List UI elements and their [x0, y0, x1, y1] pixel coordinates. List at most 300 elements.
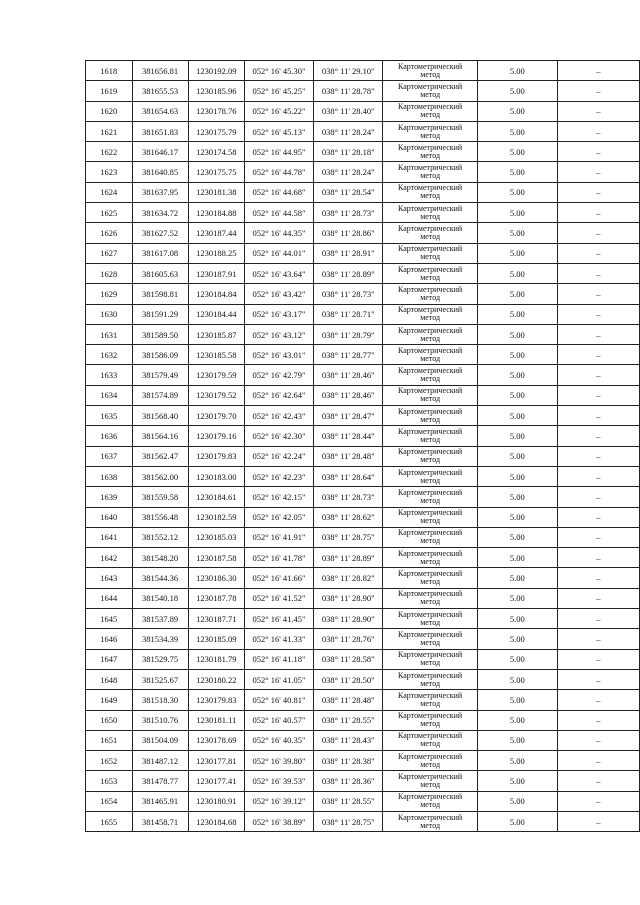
- latitude-cell: 052° 16' 44.68": [244, 182, 313, 202]
- accuracy-cell: 5.00: [477, 182, 557, 202]
- method-cell: [383, 507, 478, 527]
- method-cell: [383, 304, 478, 324]
- method-line-1: Картометрический: [398, 751, 463, 761]
- latitude-cell: 052° 16' 39.12": [244, 791, 313, 811]
- accuracy-cell: 5.00: [477, 507, 557, 527]
- method-cell: [383, 730, 478, 750]
- note-cell: –: [557, 203, 639, 223]
- coordinates-table: [85, 60, 640, 832]
- note-cell: –: [557, 446, 639, 466]
- table-row: [86, 791, 640, 811]
- table-row: [86, 609, 640, 629]
- method-cell: [383, 121, 478, 141]
- note-cell: –: [557, 385, 639, 405]
- latitude-cell: 052° 16' 42.43": [244, 406, 313, 426]
- table-row: [86, 629, 640, 649]
- accuracy-cell: 5.00: [477, 284, 557, 304]
- table-row: [86, 751, 640, 771]
- accuracy-cell: 5.00: [477, 629, 557, 649]
- method-line-2: метод: [420, 272, 441, 282]
- method-cell: [383, 203, 478, 223]
- table-row: [86, 710, 640, 730]
- longitude-cell: 038° 11' 28.43": [314, 730, 383, 750]
- method-line-1: Картометрический: [398, 183, 463, 193]
- accuracy-cell: 5.00: [477, 243, 557, 263]
- latitude-cell: 052° 16' 41.91": [244, 527, 313, 547]
- method-cell: [383, 669, 478, 689]
- longitude-cell: 038° 11' 28.73": [314, 284, 383, 304]
- note-cell: –: [557, 162, 639, 182]
- y-coordinate-cell: 1230184.84: [188, 284, 244, 304]
- method-line-2: метод: [420, 495, 441, 505]
- x-coordinate-cell: 381548.20: [132, 548, 188, 568]
- y-coordinate-cell: 1230180.22: [188, 669, 244, 689]
- method-line-1: Картометрический: [398, 224, 463, 234]
- longitude-cell: 038° 11' 28.86": [314, 223, 383, 243]
- longitude-cell: 038° 11' 28.36": [314, 771, 383, 791]
- method-cell: [383, 527, 478, 547]
- longitude-cell: 038° 11' 28.48": [314, 446, 383, 466]
- note-cell: –: [557, 142, 639, 162]
- longitude-cell: 038° 11' 28.62": [314, 507, 383, 527]
- y-coordinate-cell: 1230180.91: [188, 791, 244, 811]
- method-cell: [383, 771, 478, 791]
- accuracy-cell: 5.00: [477, 385, 557, 405]
- x-coordinate-cell: 381465.91: [132, 791, 188, 811]
- x-coordinate-cell: 381637.95: [132, 182, 188, 202]
- x-coordinate-cell: 381564.16: [132, 426, 188, 446]
- point-number-cell: 1618: [86, 61, 133, 81]
- longitude-cell: 038° 11' 28.78": [314, 81, 383, 101]
- accuracy-cell: 5.00: [477, 609, 557, 629]
- longitude-cell: 038° 11' 28.90": [314, 588, 383, 608]
- table-row: [86, 81, 640, 101]
- point-number-cell: 1639: [86, 487, 133, 507]
- y-coordinate-cell: 1230184.68: [188, 811, 244, 831]
- longitude-cell: 038° 11' 28.73": [314, 487, 383, 507]
- method-line-2: метод: [420, 658, 441, 668]
- latitude-cell: 052° 16' 42.23": [244, 466, 313, 486]
- method-line-1: Картометрический: [398, 244, 463, 254]
- point-number-cell: 1637: [86, 446, 133, 466]
- accuracy-cell: 5.00: [477, 162, 557, 182]
- accuracy-cell: 5.00: [477, 263, 557, 283]
- table-row: [86, 101, 640, 121]
- table-row: [86, 568, 640, 588]
- note-cell: –: [557, 101, 639, 121]
- y-coordinate-cell: 1230187.58: [188, 548, 244, 568]
- table-row: [86, 811, 640, 831]
- note-cell: –: [557, 730, 639, 750]
- point-number-cell: 1625: [86, 203, 133, 223]
- point-number-cell: 1636: [86, 426, 133, 446]
- point-number-cell: 1632: [86, 345, 133, 365]
- y-coordinate-cell: 1230185.87: [188, 324, 244, 344]
- y-coordinate-cell: 1230174.58: [188, 142, 244, 162]
- method-line-2: метод: [420, 536, 441, 546]
- note-cell: –: [557, 751, 639, 771]
- method-line-1: Картометрический: [398, 366, 463, 376]
- method-line-1: Картометрический: [398, 711, 463, 721]
- point-number-cell: 1630: [86, 304, 133, 324]
- method-line-1: Картометрический: [398, 163, 463, 173]
- method-cell: [383, 365, 478, 385]
- method-cell: [383, 385, 478, 405]
- latitude-cell: 052° 16' 44.95": [244, 142, 313, 162]
- longitude-cell: 038° 11' 28.24": [314, 162, 383, 182]
- accuracy-cell: 5.00: [477, 345, 557, 365]
- accuracy-cell: 5.00: [477, 811, 557, 831]
- point-number-cell: 1621: [86, 121, 133, 141]
- table-row: [86, 203, 640, 223]
- table-body: [86, 61, 640, 832]
- longitude-cell: 038° 11' 28.47": [314, 406, 383, 426]
- method-line-2: метод: [420, 191, 441, 201]
- point-number-cell: 1652: [86, 751, 133, 771]
- x-coordinate-cell: 381529.75: [132, 649, 188, 669]
- longitude-cell: 038° 11' 28.55": [314, 791, 383, 811]
- accuracy-cell: 5.00: [477, 730, 557, 750]
- accuracy-cell: 5.00: [477, 304, 557, 324]
- x-coordinate-cell: 381559.58: [132, 487, 188, 507]
- table-row: [86, 243, 640, 263]
- method-line-1: Картометрический: [398, 447, 463, 457]
- table-row: [86, 263, 640, 283]
- note-cell: –: [557, 345, 639, 365]
- method-line-2: метод: [420, 617, 441, 627]
- accuracy-cell: 5.00: [477, 365, 557, 385]
- method-line-2: метод: [420, 455, 441, 465]
- x-coordinate-cell: 381544.36: [132, 568, 188, 588]
- x-coordinate-cell: 381591.29: [132, 304, 188, 324]
- method-line-2: метод: [420, 374, 441, 384]
- latitude-cell: 052° 16' 43.12": [244, 324, 313, 344]
- table-row: [86, 284, 640, 304]
- point-number-cell: 1649: [86, 690, 133, 710]
- point-number-cell: 1622: [86, 142, 133, 162]
- method-line-1: Картометрический: [398, 345, 463, 355]
- method-line-1: Картометрический: [398, 142, 463, 152]
- longitude-cell: 038° 11' 28.58": [314, 649, 383, 669]
- x-coordinate-cell: 381568.40: [132, 406, 188, 426]
- note-cell: –: [557, 548, 639, 568]
- point-number-cell: 1645: [86, 609, 133, 629]
- table-row: [86, 324, 640, 344]
- x-coordinate-cell: 381525.67: [132, 669, 188, 689]
- table-row: [86, 304, 640, 324]
- longitude-cell: 038° 11' 28.64": [314, 466, 383, 486]
- point-number-cell: 1650: [86, 710, 133, 730]
- longitude-cell: 038° 11' 28.55": [314, 710, 383, 730]
- accuracy-cell: 5.00: [477, 223, 557, 243]
- point-number-cell: 1642: [86, 548, 133, 568]
- y-coordinate-cell: 1230181.38: [188, 182, 244, 202]
- method-cell: [383, 791, 478, 811]
- x-coordinate-cell: 381574.89: [132, 385, 188, 405]
- method-line-1: Картометрический: [398, 325, 463, 335]
- point-number-cell: 1653: [86, 771, 133, 791]
- x-coordinate-cell: 381656.81: [132, 61, 188, 81]
- x-coordinate-cell: 381518.30: [132, 690, 188, 710]
- latitude-cell: 052° 16' 42.05": [244, 507, 313, 527]
- y-coordinate-cell: 1230187.44: [188, 223, 244, 243]
- method-line-2: метод: [420, 516, 441, 526]
- y-coordinate-cell: 1230179.52: [188, 385, 244, 405]
- point-number-cell: 1628: [86, 263, 133, 283]
- point-number-cell: 1648: [86, 669, 133, 689]
- note-cell: –: [557, 61, 639, 81]
- latitude-cell: 052° 16' 42.24": [244, 446, 313, 466]
- method-cell: [383, 345, 478, 365]
- accuracy-cell: 5.00: [477, 487, 557, 507]
- note-cell: –: [557, 609, 639, 629]
- x-coordinate-cell: 381556.48: [132, 507, 188, 527]
- method-line-1: Картометрический: [398, 122, 463, 132]
- point-number-cell: 1641: [86, 527, 133, 547]
- point-number-cell: 1640: [86, 507, 133, 527]
- method-line-1: Картометрический: [398, 386, 463, 396]
- method-cell: [383, 690, 478, 710]
- method-cell: [383, 182, 478, 202]
- longitude-cell: 038° 11' 29.10": [314, 61, 383, 81]
- longitude-cell: 038° 11' 28.89": [314, 548, 383, 568]
- method-line-2: метод: [420, 232, 441, 242]
- y-coordinate-cell: 1230183.00: [188, 466, 244, 486]
- note-cell: –: [557, 304, 639, 324]
- method-cell: [383, 243, 478, 263]
- latitude-cell: 052° 16' 38.89": [244, 811, 313, 831]
- y-coordinate-cell: 1230192.09: [188, 61, 244, 81]
- method-line-1: Картометрический: [398, 609, 463, 619]
- y-coordinate-cell: 1230188.25: [188, 243, 244, 263]
- note-cell: –: [557, 710, 639, 730]
- method-line-1: Картометрический: [398, 61, 463, 71]
- latitude-cell: 052° 16' 41.78": [244, 548, 313, 568]
- point-number-cell: 1647: [86, 649, 133, 669]
- method-line-2: метод: [420, 333, 441, 343]
- method-line-2: метод: [420, 353, 441, 363]
- method-line-1: Картометрический: [398, 305, 463, 315]
- method-line-2: метод: [420, 150, 441, 160]
- latitude-cell: 052° 16' 42.64": [244, 385, 313, 405]
- method-line-2: метод: [420, 577, 441, 587]
- accuracy-cell: 5.00: [477, 548, 557, 568]
- latitude-cell: 052° 16' 44.35": [244, 223, 313, 243]
- method-line-1: Картометрический: [398, 467, 463, 477]
- method-line-2: метод: [420, 678, 441, 688]
- latitude-cell: 052° 16' 44.58": [244, 203, 313, 223]
- y-coordinate-cell: 1230184.88: [188, 203, 244, 223]
- point-number-cell: 1654: [86, 791, 133, 811]
- longitude-cell: 038° 11' 28.71": [314, 304, 383, 324]
- accuracy-cell: 5.00: [477, 751, 557, 771]
- y-coordinate-cell: 1230179.59: [188, 365, 244, 385]
- method-cell: [383, 588, 478, 608]
- latitude-cell: 052° 16' 43.01": [244, 345, 313, 365]
- method-line-1: Картометрический: [398, 690, 463, 700]
- latitude-cell: 052° 16' 45.22": [244, 101, 313, 121]
- accuracy-cell: 5.00: [477, 791, 557, 811]
- method-cell: [383, 568, 478, 588]
- method-line-2: метод: [420, 313, 441, 323]
- method-cell: [383, 101, 478, 121]
- accuracy-cell: 5.00: [477, 406, 557, 426]
- y-coordinate-cell: 1230177.41: [188, 771, 244, 791]
- note-cell: –: [557, 243, 639, 263]
- latitude-cell: 052° 16' 43.17": [244, 304, 313, 324]
- y-coordinate-cell: 1230175.79: [188, 121, 244, 141]
- method-cell: [383, 426, 478, 446]
- method-cell: [383, 751, 478, 771]
- longitude-cell: 038° 11' 28.46": [314, 385, 383, 405]
- y-coordinate-cell: 1230179.16: [188, 426, 244, 446]
- note-cell: –: [557, 507, 639, 527]
- x-coordinate-cell: 381458.71: [132, 811, 188, 831]
- latitude-cell: 052° 16' 40.57": [244, 710, 313, 730]
- x-coordinate-cell: 381655.53: [132, 81, 188, 101]
- y-coordinate-cell: 1230181.11: [188, 710, 244, 730]
- method-line-2: метод: [420, 414, 441, 424]
- longitude-cell: 038° 11' 28.82": [314, 568, 383, 588]
- point-number-cell: 1627: [86, 243, 133, 263]
- method-line-2: метод: [420, 69, 441, 79]
- point-number-cell: 1643: [86, 568, 133, 588]
- method-line-1: Картометрический: [398, 731, 463, 741]
- table-row: [86, 588, 640, 608]
- x-coordinate-cell: 381586.09: [132, 345, 188, 365]
- method-line-2: метод: [420, 434, 441, 444]
- note-cell: –: [557, 811, 639, 831]
- method-line-1: Картометрический: [398, 670, 463, 680]
- y-coordinate-cell: 1230179.83: [188, 690, 244, 710]
- method-cell: [383, 710, 478, 730]
- x-coordinate-cell: 381634.72: [132, 203, 188, 223]
- y-coordinate-cell: 1230185.96: [188, 81, 244, 101]
- x-coordinate-cell: 381598.81: [132, 284, 188, 304]
- latitude-cell: 052° 16' 44.78": [244, 162, 313, 182]
- longitude-cell: 038° 11' 28.46": [314, 365, 383, 385]
- y-coordinate-cell: 1230185.09: [188, 629, 244, 649]
- latitude-cell: 052° 16' 41.52": [244, 588, 313, 608]
- y-coordinate-cell: 1230177.81: [188, 751, 244, 771]
- method-cell: [383, 61, 478, 81]
- point-number-cell: 1634: [86, 385, 133, 405]
- x-coordinate-cell: 381589.50: [132, 324, 188, 344]
- y-coordinate-cell: 1230179.70: [188, 406, 244, 426]
- method-line-2: метод: [420, 211, 441, 221]
- table-row: [86, 426, 640, 446]
- y-coordinate-cell: 1230184.61: [188, 487, 244, 507]
- method-cell: [383, 609, 478, 629]
- x-coordinate-cell: 381562.00: [132, 466, 188, 486]
- x-coordinate-cell: 381537.89: [132, 609, 188, 629]
- longitude-cell: 038° 11' 28.77": [314, 345, 383, 365]
- point-number-cell: 1629: [86, 284, 133, 304]
- accuracy-cell: 5.00: [477, 426, 557, 446]
- accuracy-cell: 5.00: [477, 121, 557, 141]
- table-row: [86, 406, 640, 426]
- method-line-1: Картометрический: [398, 548, 463, 558]
- table-row: [86, 527, 640, 547]
- accuracy-cell: 5.00: [477, 203, 557, 223]
- method-cell: [383, 548, 478, 568]
- method-cell: [383, 81, 478, 101]
- method-line-1: Картометрический: [398, 487, 463, 497]
- note-cell: –: [557, 771, 639, 791]
- y-coordinate-cell: 1230186.30: [188, 568, 244, 588]
- x-coordinate-cell: 381552.12: [132, 527, 188, 547]
- table-row: [86, 162, 640, 182]
- method-line-2: метод: [420, 780, 441, 790]
- table-row: [86, 385, 640, 405]
- note-cell: –: [557, 690, 639, 710]
- method-line-2: метод: [420, 759, 441, 769]
- latitude-cell: 052° 16' 41.33": [244, 629, 313, 649]
- longitude-cell: 038° 11' 28.18": [314, 142, 383, 162]
- longitude-cell: 038° 11' 28.38": [314, 751, 383, 771]
- y-coordinate-cell: 1230182.59: [188, 507, 244, 527]
- note-cell: –: [557, 81, 639, 101]
- x-coordinate-cell: 381562.47: [132, 446, 188, 466]
- method-line-2: метод: [420, 800, 441, 810]
- x-coordinate-cell: 381534.39: [132, 629, 188, 649]
- accuracy-cell: 5.00: [477, 466, 557, 486]
- method-cell: [383, 162, 478, 182]
- y-coordinate-cell: 1230187.91: [188, 263, 244, 283]
- table-row: [86, 771, 640, 791]
- point-number-cell: 1644: [86, 588, 133, 608]
- longitude-cell: 038° 11' 28.54": [314, 182, 383, 202]
- x-coordinate-cell: 381646.17: [132, 142, 188, 162]
- accuracy-cell: 5.00: [477, 324, 557, 344]
- accuracy-cell: 5.00: [477, 101, 557, 121]
- note-cell: –: [557, 426, 639, 446]
- accuracy-cell: 5.00: [477, 649, 557, 669]
- latitude-cell: 052° 16' 45.30": [244, 61, 313, 81]
- point-number-cell: 1624: [86, 182, 133, 202]
- point-number-cell: 1651: [86, 730, 133, 750]
- method-cell: [383, 629, 478, 649]
- method-line-1: Картометрический: [398, 792, 463, 802]
- longitude-cell: 038° 11' 28.89": [314, 263, 383, 283]
- x-coordinate-cell: 381617.08: [132, 243, 188, 263]
- method-line-1: Картометрический: [398, 650, 463, 660]
- point-number-cell: 1620: [86, 101, 133, 121]
- x-coordinate-cell: 381605.63: [132, 263, 188, 283]
- longitude-cell: 038° 11' 28.24": [314, 121, 383, 141]
- latitude-cell: 052° 16' 42.79": [244, 365, 313, 385]
- point-number-cell: 1646: [86, 629, 133, 649]
- latitude-cell: 052° 16' 42.30": [244, 426, 313, 446]
- table-row: [86, 730, 640, 750]
- method-line-1: Картометрический: [398, 629, 463, 639]
- point-number-cell: 1633: [86, 365, 133, 385]
- method-line-2: метод: [420, 719, 441, 729]
- latitude-cell: 052° 16' 41.18": [244, 649, 313, 669]
- longitude-cell: 038° 11' 28.91": [314, 243, 383, 263]
- longitude-cell: 038° 11' 28.73": [314, 203, 383, 223]
- table-row: [86, 61, 640, 81]
- note-cell: –: [557, 182, 639, 202]
- point-number-cell: 1655: [86, 811, 133, 831]
- table-row: [86, 669, 640, 689]
- method-cell: [383, 284, 478, 304]
- note-cell: –: [557, 324, 639, 344]
- longitude-cell: 038° 11' 28.90": [314, 609, 383, 629]
- table-row: [86, 365, 640, 385]
- method-line-2: метод: [420, 698, 441, 708]
- longitude-cell: 038° 11' 28.76": [314, 629, 383, 649]
